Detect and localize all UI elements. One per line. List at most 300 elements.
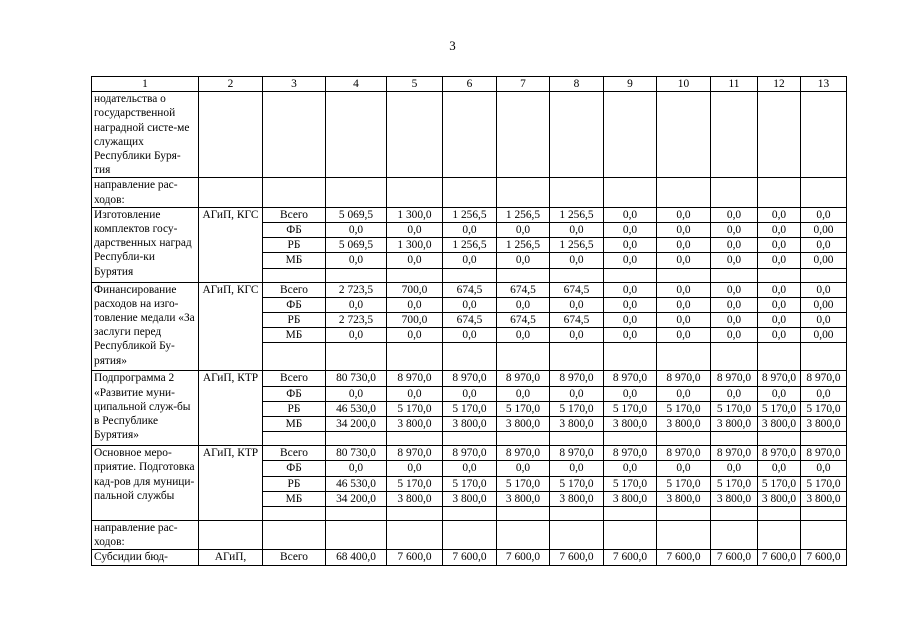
- amount-cell: 0,0: [711, 207, 758, 222]
- table-row: [92, 178, 847, 207]
- empty-cell: [550, 507, 604, 521]
- amount-cell: 5 170,0: [657, 476, 711, 491]
- page-number: 3: [449, 38, 456, 53]
- amount-cell: 7 600,0: [387, 550, 443, 565]
- amount-cell: 0,0: [657, 386, 711, 401]
- amount-cell: 34 200,0: [326, 491, 387, 506]
- amount-cell: 0,0: [326, 253, 387, 268]
- empty-cell: [604, 92, 657, 178]
- empty-cell: [604, 432, 657, 446]
- amount-cell: 5 170,0: [497, 401, 550, 416]
- empty-cell: [801, 521, 847, 550]
- amount-cell: 7 600,0: [758, 550, 801, 565]
- amount-cell: 0,0: [550, 461, 604, 476]
- empty-cell: [711, 178, 758, 207]
- amount-cell: 0,0: [604, 313, 657, 328]
- amount-cell: 8 970,0: [497, 371, 550, 386]
- amount-cell: 0,0: [497, 386, 550, 401]
- empty-cell: [199, 521, 263, 550]
- amount-cell: 0,0: [657, 238, 711, 253]
- amount-cell: 8 970,0: [711, 371, 758, 386]
- amount-cell: 3 800,0: [758, 491, 801, 506]
- amount-cell: 5 069,5: [326, 207, 387, 222]
- empty-cell: [758, 92, 801, 178]
- amount-cell: 0,0: [550, 386, 604, 401]
- amount-cell: 46 530,0: [326, 401, 387, 416]
- activity-description: Изготовление комплектов госу-дарственных наград Республи-ки Бурятия: [92, 207, 199, 282]
- amount-cell: 8 970,0: [550, 446, 604, 461]
- amount-cell: 3 800,0: [604, 417, 657, 432]
- amount-cell: 1 256,5: [550, 238, 604, 253]
- amount-cell: 0,0: [604, 207, 657, 222]
- header-row: [92, 77, 847, 92]
- empty-cell: [604, 507, 657, 521]
- funding-source: МБ: [263, 491, 326, 506]
- table-body: [92, 77, 847, 566]
- amount-cell: 0,0: [758, 238, 801, 253]
- amount-cell: 3 800,0: [758, 417, 801, 432]
- funding-source: ФБ: [263, 386, 326, 401]
- amount-cell: 8 970,0: [801, 446, 847, 461]
- empty-cell: [657, 521, 711, 550]
- empty-cell: [550, 178, 604, 207]
- amount-cell: 34 200,0: [326, 417, 387, 432]
- amount-cell: 0,0: [326, 297, 387, 312]
- table-row: [92, 446, 847, 461]
- amount-cell: 7 600,0: [497, 550, 550, 565]
- amount-cell: 0,0: [443, 461, 497, 476]
- amount-cell: 8 970,0: [550, 371, 604, 386]
- amount-cell: 5 170,0: [387, 401, 443, 416]
- amount-cell: 0,0: [758, 282, 801, 297]
- empty-cell: [263, 268, 326, 282]
- amount-cell: 8 970,0: [657, 446, 711, 461]
- header-cell: 4: [326, 77, 387, 92]
- amount-cell: 0,0: [387, 223, 443, 238]
- amount-cell: 0,0: [326, 223, 387, 238]
- empty-cell: [387, 178, 443, 207]
- empty-cell: [443, 507, 497, 521]
- executor-cell: АГиП, КГС: [199, 282, 263, 371]
- amount-cell: 5 170,0: [758, 476, 801, 491]
- amount-cell: 3 800,0: [711, 417, 758, 432]
- amount-cell: 0,0: [711, 253, 758, 268]
- amount-cell: 5 069,5: [326, 238, 387, 253]
- amount-cell: 3 800,0: [657, 417, 711, 432]
- amount-cell: 0,0: [657, 253, 711, 268]
- empty-cell: [497, 507, 550, 521]
- executor-cell: АГиП,: [199, 550, 263, 565]
- empty-cell: [550, 521, 604, 550]
- empty-cell: [711, 92, 758, 178]
- empty-cell: [657, 268, 711, 282]
- amount-cell: 0,0: [758, 253, 801, 268]
- header-cell: 12: [758, 77, 801, 92]
- empty-cell: [801, 343, 847, 371]
- amount-cell: 7 600,0: [711, 550, 758, 565]
- amount-cell: 0,0: [657, 223, 711, 238]
- empty-cell: [387, 268, 443, 282]
- amount-cell: 2 723,5: [326, 282, 387, 297]
- empty-cell: [326, 343, 387, 371]
- empty-cell: [550, 343, 604, 371]
- empty-cell: [387, 432, 443, 446]
- amount-cell: 0,0: [604, 253, 657, 268]
- amount-cell: 0,0: [801, 282, 847, 297]
- empty-cell: [604, 343, 657, 371]
- activity-description: направление рас-ходов:: [92, 521, 199, 550]
- amount-cell: 0,0: [758, 328, 801, 343]
- activity-description: Финансирование расходов на изго-товление медали «За заслуги перед Республикой Бу-рятия»: [92, 282, 199, 371]
- empty-cell: [387, 92, 443, 178]
- amount-cell: 0,0: [497, 223, 550, 238]
- amount-cell: 3 800,0: [387, 417, 443, 432]
- empty-cell: [326, 521, 387, 550]
- amount-cell: 5 170,0: [604, 476, 657, 491]
- amount-cell: 0,0: [443, 297, 497, 312]
- empty-cell: [657, 92, 711, 178]
- funding-source: ФБ: [263, 461, 326, 476]
- amount-cell: 3 800,0: [604, 491, 657, 506]
- amount-cell: 1 256,5: [443, 207, 497, 222]
- amount-cell: 674,5: [443, 313, 497, 328]
- amount-cell: 0,0: [387, 328, 443, 343]
- amount-cell: 5 170,0: [711, 476, 758, 491]
- amount-cell: 0,0: [326, 328, 387, 343]
- header-cell: 11: [711, 77, 758, 92]
- amount-cell: 0,0: [497, 328, 550, 343]
- empty-cell: [657, 507, 711, 521]
- amount-cell: 8 970,0: [387, 371, 443, 386]
- amount-cell: 8 970,0: [801, 371, 847, 386]
- amount-cell: 3 800,0: [801, 417, 847, 432]
- amount-cell: 0,0: [801, 313, 847, 328]
- amount-cell: 0,0: [326, 386, 387, 401]
- empty-cell: [263, 178, 326, 207]
- amount-cell: 0,0: [443, 253, 497, 268]
- funding-source: Всего: [263, 207, 326, 222]
- amount-cell: 0,0: [758, 207, 801, 222]
- amount-cell: 1 256,5: [550, 207, 604, 222]
- amount-cell: 3 800,0: [443, 491, 497, 506]
- amount-cell: 8 970,0: [604, 371, 657, 386]
- amount-cell: 0,0: [711, 223, 758, 238]
- activity-description: Подпрограмма 2 «Развитие муни-ципальной служ-бы в Республике Бурятия»: [92, 371, 199, 446]
- empty-cell: [443, 268, 497, 282]
- funding-source: РБ: [263, 401, 326, 416]
- empty-cell: [326, 92, 387, 178]
- funding-source: Всего: [263, 371, 326, 386]
- activity-description: Субсидии бюд-: [92, 550, 199, 565]
- header-cell: 2: [199, 77, 263, 92]
- funding-source: ФБ: [263, 297, 326, 312]
- empty-cell: [711, 268, 758, 282]
- amount-cell: 7 600,0: [550, 550, 604, 565]
- empty-cell: [199, 92, 263, 178]
- empty-cell: [657, 178, 711, 207]
- amount-cell: 0,00: [801, 297, 847, 312]
- amount-cell: 3 800,0: [387, 491, 443, 506]
- amount-cell: 0,0: [657, 207, 711, 222]
- amount-cell: 0,0: [604, 238, 657, 253]
- amount-cell: 0,0: [550, 253, 604, 268]
- amount-cell: 3 800,0: [497, 417, 550, 432]
- amount-cell: 7 600,0: [801, 550, 847, 565]
- amount-cell: 0,0: [604, 461, 657, 476]
- amount-cell: 0,0: [758, 386, 801, 401]
- amount-cell: 80 730,0: [326, 446, 387, 461]
- funding-source: РБ: [263, 313, 326, 328]
- empty-cell: [801, 507, 847, 521]
- empty-cell: [497, 268, 550, 282]
- amount-cell: 0,0: [550, 223, 604, 238]
- header-cell: 5: [387, 77, 443, 92]
- amount-cell: 3 800,0: [497, 491, 550, 506]
- amount-cell: 1 256,5: [497, 207, 550, 222]
- empty-cell: [550, 432, 604, 446]
- amount-cell: 8 970,0: [711, 446, 758, 461]
- empty-cell: [443, 178, 497, 207]
- amount-cell: 3 800,0: [801, 491, 847, 506]
- amount-cell: 0,0: [443, 386, 497, 401]
- amount-cell: 0,0: [443, 223, 497, 238]
- amount-cell: 0,0: [758, 223, 801, 238]
- empty-cell: [758, 432, 801, 446]
- amount-cell: 0,0: [711, 328, 758, 343]
- amount-cell: 674,5: [550, 282, 604, 297]
- amount-cell: 80 730,0: [326, 371, 387, 386]
- amount-cell: 0,0: [711, 313, 758, 328]
- funding-source: РБ: [263, 238, 326, 253]
- activity-description: направление рас-ходов:: [92, 178, 199, 207]
- amount-cell: 0,00: [801, 328, 847, 343]
- funding-source: РБ: [263, 476, 326, 491]
- empty-cell: [604, 268, 657, 282]
- amount-cell: 700,0: [387, 282, 443, 297]
- amount-cell: 700,0: [387, 313, 443, 328]
- amount-cell: 0,0: [604, 386, 657, 401]
- amount-cell: 0,0: [711, 461, 758, 476]
- empty-cell: [497, 343, 550, 371]
- amount-cell: 0,0: [657, 461, 711, 476]
- funding-source: Всего: [263, 446, 326, 461]
- funding-source: МБ: [263, 417, 326, 432]
- funding-source: Всего: [263, 550, 326, 565]
- table-row: [92, 92, 847, 178]
- empty-cell: [263, 343, 326, 371]
- empty-cell: [326, 268, 387, 282]
- amount-cell: 68 400,0: [326, 550, 387, 565]
- amount-cell: 0,0: [711, 386, 758, 401]
- amount-cell: 5 170,0: [550, 401, 604, 416]
- empty-cell: [326, 432, 387, 446]
- amount-cell: 0,0: [758, 461, 801, 476]
- amount-cell: 8 970,0: [604, 446, 657, 461]
- executor-cell: АГиП, КТР: [199, 446, 263, 521]
- funding-source: МБ: [263, 328, 326, 343]
- empty-cell: [711, 521, 758, 550]
- amount-cell: 5 170,0: [711, 401, 758, 416]
- amount-cell: 46 530,0: [326, 476, 387, 491]
- amount-cell: 0,00: [801, 253, 847, 268]
- empty-cell: [443, 432, 497, 446]
- amount-cell: 0,00: [801, 223, 847, 238]
- empty-cell: [758, 268, 801, 282]
- amount-cell: 5 170,0: [758, 401, 801, 416]
- funding-source: МБ: [263, 253, 326, 268]
- funding-source: ФБ: [263, 223, 326, 238]
- amount-cell: 674,5: [497, 313, 550, 328]
- amount-cell: 5 170,0: [497, 476, 550, 491]
- amount-cell: 5 170,0: [801, 401, 847, 416]
- amount-cell: 0,0: [758, 297, 801, 312]
- amount-cell: 8 970,0: [443, 446, 497, 461]
- empty-cell: [443, 343, 497, 371]
- amount-cell: 0,0: [604, 297, 657, 312]
- empty-cell: [443, 521, 497, 550]
- budget-table: [91, 76, 847, 566]
- empty-cell: [263, 432, 326, 446]
- amount-cell: 8 970,0: [657, 371, 711, 386]
- header-cell: 1: [92, 77, 199, 92]
- amount-cell: 0,0: [801, 207, 847, 222]
- amount-cell: 7 600,0: [443, 550, 497, 565]
- amount-cell: 3 800,0: [550, 491, 604, 506]
- amount-cell: 8 970,0: [758, 446, 801, 461]
- empty-cell: [497, 521, 550, 550]
- amount-cell: 0,0: [604, 282, 657, 297]
- empty-cell: [497, 432, 550, 446]
- amount-cell: 0,0: [657, 282, 711, 297]
- amount-cell: 7 600,0: [604, 550, 657, 565]
- empty-cell: [550, 92, 604, 178]
- amount-cell: 674,5: [497, 282, 550, 297]
- amount-cell: 3 800,0: [550, 417, 604, 432]
- empty-cell: [443, 92, 497, 178]
- amount-cell: 8 970,0: [497, 446, 550, 461]
- amount-cell: 674,5: [443, 282, 497, 297]
- amount-cell: 0,0: [387, 386, 443, 401]
- header-cell: 13: [801, 77, 847, 92]
- amount-cell: 1 300,0: [387, 238, 443, 253]
- amount-cell: 0,0: [387, 253, 443, 268]
- amount-cell: 5 170,0: [604, 401, 657, 416]
- header-cell: 6: [443, 77, 497, 92]
- empty-cell: [758, 178, 801, 207]
- header-cell: 7: [497, 77, 550, 92]
- table-row: [92, 521, 847, 550]
- table-row: [92, 207, 847, 222]
- empty-cell: [387, 343, 443, 371]
- table-row: [92, 371, 847, 386]
- amount-cell: 0,0: [711, 282, 758, 297]
- header-cell: 3: [263, 77, 326, 92]
- amount-cell: 0,0: [801, 461, 847, 476]
- amount-cell: 8 970,0: [758, 371, 801, 386]
- amount-cell: 5 170,0: [550, 476, 604, 491]
- amount-cell: 8 970,0: [387, 446, 443, 461]
- activity-description: Основное меро-приятие. Подготовка кад-ров для муници-пальной службы: [92, 446, 199, 521]
- empty-cell: [711, 432, 758, 446]
- amount-cell: 0,0: [657, 313, 711, 328]
- amount-cell: 1 256,5: [497, 238, 550, 253]
- amount-cell: 0,0: [758, 313, 801, 328]
- executor-cell: АГиП, КТР: [199, 371, 263, 446]
- empty-cell: [801, 178, 847, 207]
- table-row: [92, 282, 847, 297]
- empty-cell: [263, 92, 326, 178]
- amount-cell: 5 170,0: [657, 401, 711, 416]
- empty-cell: [758, 343, 801, 371]
- header-cell: 10: [657, 77, 711, 92]
- amount-cell: 0,0: [711, 238, 758, 253]
- empty-cell: [263, 521, 326, 550]
- empty-cell: [711, 343, 758, 371]
- amount-cell: 0,0: [711, 297, 758, 312]
- amount-cell: 0,0: [801, 238, 847, 253]
- amount-cell: 3 800,0: [443, 417, 497, 432]
- amount-cell: 5 170,0: [443, 476, 497, 491]
- empty-cell: [326, 178, 387, 207]
- amount-cell: 8 970,0: [443, 371, 497, 386]
- empty-cell: [550, 268, 604, 282]
- amount-cell: 7 600,0: [657, 550, 711, 565]
- amount-cell: 0,0: [387, 297, 443, 312]
- empty-cell: [657, 432, 711, 446]
- amount-cell: 2 723,5: [326, 313, 387, 328]
- amount-cell: 3 800,0: [657, 491, 711, 506]
- empty-cell: [497, 178, 550, 207]
- empty-cell: [711, 507, 758, 521]
- table-row: [92, 550, 847, 565]
- header-cell: 8: [550, 77, 604, 92]
- amount-cell: 0,0: [801, 386, 847, 401]
- amount-cell: 0,0: [387, 461, 443, 476]
- amount-cell: 3 800,0: [711, 491, 758, 506]
- amount-cell: 5 170,0: [443, 401, 497, 416]
- empty-cell: [604, 178, 657, 207]
- empty-cell: [387, 507, 443, 521]
- funding-source: Всего: [263, 282, 326, 297]
- empty-cell: [758, 507, 801, 521]
- amount-cell: 0,0: [550, 297, 604, 312]
- empty-cell: [604, 521, 657, 550]
- amount-cell: 0,0: [604, 223, 657, 238]
- empty-cell: [801, 432, 847, 446]
- amount-cell: 0,0: [326, 461, 387, 476]
- amount-cell: 0,0: [497, 297, 550, 312]
- activity-description: нодательства о государственной наградной систе-ме служащих Республики Буря-тия: [92, 92, 199, 178]
- header-cell: 9: [604, 77, 657, 92]
- amount-cell: 0,0: [604, 328, 657, 343]
- amount-cell: 5 170,0: [801, 476, 847, 491]
- empty-cell: [387, 521, 443, 550]
- amount-cell: 0,0: [497, 253, 550, 268]
- empty-cell: [263, 507, 326, 521]
- amount-cell: 0,0: [657, 328, 711, 343]
- amount-cell: 0,0: [550, 328, 604, 343]
- empty-cell: [801, 268, 847, 282]
- amount-cell: 0,0: [497, 461, 550, 476]
- empty-cell: [497, 92, 550, 178]
- empty-cell: [199, 178, 263, 207]
- executor-cell: АГиП, КГС: [199, 207, 263, 282]
- amount-cell: 1 256,5: [443, 238, 497, 253]
- amount-cell: 674,5: [550, 313, 604, 328]
- amount-cell: 0,0: [657, 297, 711, 312]
- amount-cell: 5 170,0: [387, 476, 443, 491]
- empty-cell: [758, 521, 801, 550]
